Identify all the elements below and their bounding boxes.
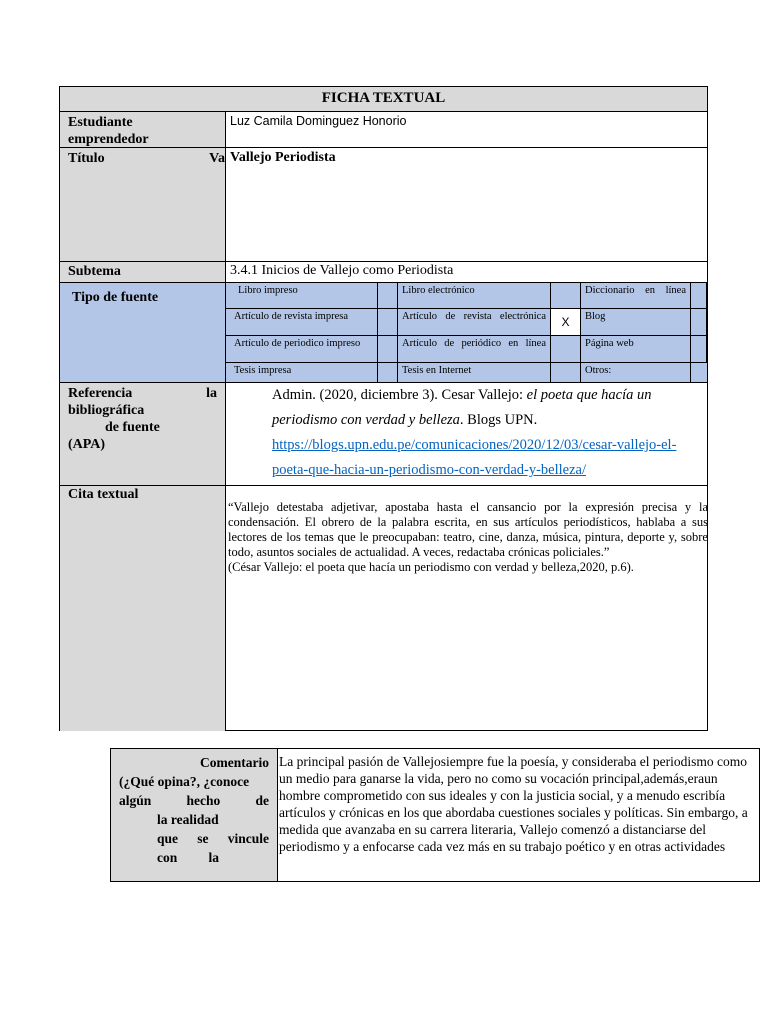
row-tipo-fuente bbox=[60, 283, 707, 383]
titulo-label-text: Título bbox=[68, 151, 105, 166]
referencia-line1 bbox=[272, 383, 704, 408]
comentario-label-line1: Comentario bbox=[200, 755, 269, 770]
tipo-option-periodico-linea: Artículo de periódico en línea bbox=[398, 336, 551, 363]
referencia-italic-1: el poeta que hacía un bbox=[526, 387, 652, 403]
tipo-option-tesis-impresa: Tesis impresa bbox=[226, 363, 378, 382]
estudiante-value: Luz Camila Dominguez Honorio bbox=[230, 114, 407, 128]
referencia-text-1: Admin. (2020, diciembre 3). Cesar Vallejo: bbox=[272, 387, 527, 403]
tipo-option-tesis-internet: Tesis en Internet bbox=[398, 363, 551, 382]
ficha-title: FICHA TEXTUAL bbox=[60, 87, 707, 112]
tipo-option-blog: Blog bbox=[581, 309, 691, 336]
ficha-textual-table bbox=[59, 86, 708, 731]
referencia-text-2: . Blogs UPN. bbox=[459, 412, 538, 428]
tipo-fuente-grid bbox=[226, 283, 707, 382]
referencia-line2 bbox=[272, 408, 704, 433]
tipo-check-libro-electronico[interactable] bbox=[551, 283, 581, 309]
tipo-check-revista-electronica[interactable]: X bbox=[551, 309, 581, 336]
row-estudiante bbox=[60, 112, 707, 148]
cita-label: Cita textual bbox=[60, 486, 226, 731]
referencia-italic-2: periodismo con verdad y belleza bbox=[272, 412, 460, 428]
referencia-line4 bbox=[272, 458, 704, 483]
referencia-link-continued[interactable]: poeta-que-hacia-un-periodismo-con-verdad-y-belleza/ bbox=[272, 462, 587, 478]
titulo-label bbox=[60, 148, 226, 261]
tipo-option-libro-impreso: Libro impreso bbox=[226, 283, 378, 309]
comentario-label-line3: algún hecho de bbox=[119, 793, 269, 808]
tipo-check-pagina-web[interactable] bbox=[691, 336, 707, 363]
comentario-text: La principal pasión de Vallejosiempre fue la poesía, y consideraba el periodismo como un medio para ganarse la vida, pero no como su vocación principal,además,eraun hombre comprometido con sus ideales y con la justicia social, y a menudo escribía artículos y crónicas en los que abordaba cuestiones sociales y políticas. Sin embargo, a medida que avanzaba en su carrera literaria, Vallejo comenzó a distanciarse del periodismo y a enfocarse cada vez más en su trabajo poético y en otras actividades bbox=[279, 754, 748, 854]
referencia-line3 bbox=[272, 433, 704, 458]
tipo-check-blog[interactable] bbox=[691, 309, 707, 336]
titulo-value: Vallejo Periodista bbox=[230, 150, 336, 165]
tipo-option-revista-impresa: Artículo de revista impresa bbox=[226, 309, 378, 336]
tipo-check-tesis-impresa[interactable] bbox=[378, 363, 398, 382]
tipo-option-diccionario: Diccionario en línea bbox=[581, 283, 691, 309]
comentario-table bbox=[110, 748, 760, 882]
row-subtema bbox=[60, 262, 707, 283]
referencia-label-line1 bbox=[68, 385, 217, 402]
row-cita bbox=[60, 486, 707, 731]
tipo-check-periodico-impreso[interactable] bbox=[378, 336, 398, 363]
tipo-option-periodico-impreso: Artículo de periodico impreso bbox=[226, 336, 378, 363]
cita-text: “Vallejo detestaba adjetivar, apostaba hasta el cansancio por la expresión precisa y la condensación. El obrero de la palabra escrita, en sus artículos periodísticos, hablaba a sus lectores de los temas que le preocupaban: teatro, cine, danza, música, pintura, deporte y, sobre todo, asuntos sociales de actualidad. A veces, redactaba crónicas policiales.” bbox=[228, 500, 708, 559]
referencia-link[interactable]: https://blogs.upn.edu.pe/comunicaciones/2020/12/03/cesar-vallejo-el- bbox=[272, 437, 677, 453]
estudiante-label bbox=[60, 112, 226, 147]
row-titulo bbox=[60, 148, 707, 262]
tipo-option-pagina-web: Página web bbox=[581, 336, 691, 363]
comentario-label bbox=[111, 749, 278, 881]
referencia-label-line2: bibliográfica bbox=[68, 403, 145, 418]
estudiante-label-line1: Estudiante bbox=[68, 115, 133, 130]
tipo-option-revista-electronica: Artículo de revista electrónica bbox=[398, 309, 551, 336]
tipo-option-libro-electronico: Libro electrónico bbox=[398, 283, 551, 309]
tipo-check-libro-impreso[interactable] bbox=[378, 283, 398, 309]
subtema-value: 3.4.1 Inicios de Vallejo como Periodista bbox=[230, 263, 454, 278]
referencia-label-word: Referencia bbox=[68, 386, 133, 401]
comentario-label-line5: que se vincule bbox=[157, 831, 269, 846]
tipo-fuente-label: Tipo de fuente bbox=[60, 283, 226, 382]
tipo-check-revista-impresa[interactable] bbox=[378, 309, 398, 336]
referencia-value bbox=[272, 383, 704, 483]
referencia-label-line3: de fuente bbox=[105, 420, 160, 435]
estudiante-label-line2: emprendedor bbox=[68, 132, 149, 147]
titulo-overflow-text: Va bbox=[209, 151, 225, 166]
comentario-label-line6: con la bbox=[157, 850, 219, 865]
referencia-label-line4: (APA) bbox=[68, 437, 106, 452]
tipo-check-tesis-internet[interactable] bbox=[551, 363, 581, 382]
tipo-check-otros[interactable] bbox=[691, 363, 707, 382]
comentario-label-line4: la realidad bbox=[157, 812, 219, 827]
row-referencia bbox=[60, 383, 707, 486]
subtema-label: Subtema bbox=[60, 262, 226, 282]
tipo-option-otros: Otros: bbox=[581, 363, 691, 382]
tipo-check-periodico-linea[interactable] bbox=[551, 336, 581, 363]
cita-source: (César Vallejo: el poeta que hacía un periodismo con verdad y belleza,2020, p.6). bbox=[228, 560, 634, 574]
cita-value bbox=[228, 500, 708, 575]
comentario-label-line2: (¿Qué opina?, ¿conoce bbox=[119, 774, 250, 789]
referencia-label-la: la bbox=[206, 386, 217, 401]
referencia-label bbox=[60, 383, 226, 485]
tipo-check-diccionario[interactable] bbox=[691, 283, 707, 309]
